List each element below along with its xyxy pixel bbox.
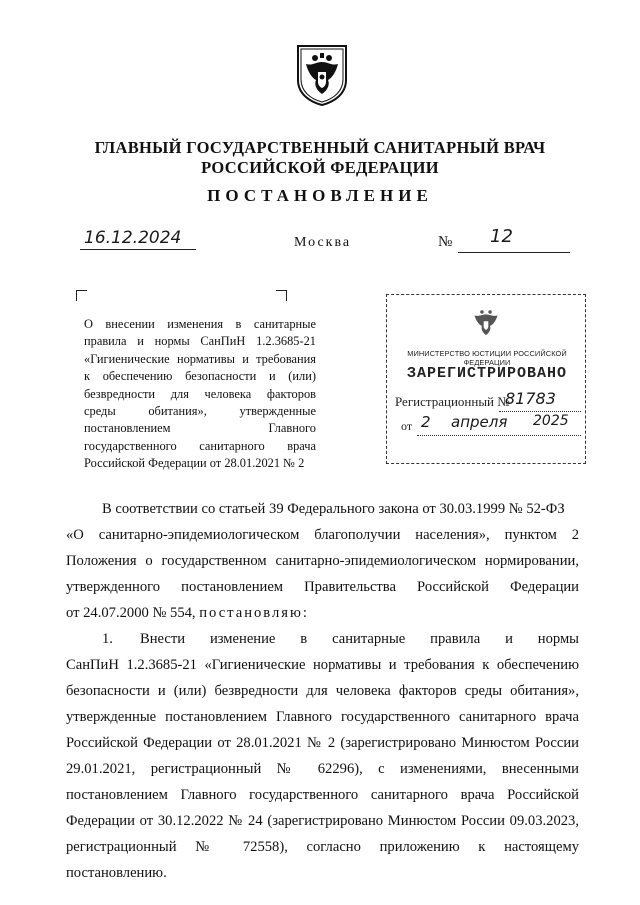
subject-line: к обеспечению безопасности и (или) xyxy=(84,369,316,384)
city: Москва xyxy=(294,235,352,250)
stamp-date-prefix: от xyxy=(401,419,413,433)
preamble-last-suffix: : xyxy=(302,605,307,621)
item1-line: постановлению. xyxy=(66,865,167,881)
stamp-registered: ЗАРЕГИСТРИРОВАНО xyxy=(406,365,568,382)
subject-block xyxy=(84,316,316,473)
stamp-date-underline xyxy=(417,435,581,436)
number-handwritten: 12 xyxy=(490,226,513,247)
item1-line: регистрационный № 72558), согласно приложению к настоящему xyxy=(66,839,579,855)
subject-corner-right xyxy=(276,290,287,301)
number-sign: № xyxy=(438,234,453,250)
stamp-reg-number: 81783 xyxy=(505,389,556,408)
subject-line: «Гигиенические нормативы и требования xyxy=(84,351,316,366)
stamp-ministry: МИНИСТЕРСТВО ЮСТИЦИИ РОССИЙСКОЙ ФЕДЕРАЦИИ xyxy=(407,349,567,367)
preamble-last-prefix: от 24.07.2000 № 554, xyxy=(66,605,200,621)
resolve-word: постановляю xyxy=(199,605,303,621)
item1-line: 29.01.2021, регистрационный № 62296), с изменениями, внесенными xyxy=(66,761,579,777)
preamble-line: В соответствии со статьей 39 Федерального закона от 30.03.1999 № 52-ФЗ xyxy=(102,501,565,517)
document-type: ПОСТАНОВЛЕНИЕ xyxy=(207,186,433,205)
preamble-last-line xyxy=(66,605,579,622)
subject-line: безвредности для человека факторов xyxy=(84,386,316,401)
stamp-day: 2 xyxy=(421,413,431,431)
subject-line: постановлением Главного xyxy=(84,421,316,436)
issuer-title-line2: РОССИЙСКОЙ ФЕДЕРАЦИИ xyxy=(201,158,439,177)
date-handwritten: 16.12.2024 xyxy=(84,228,182,248)
stamp-year: 2025 xyxy=(533,413,569,429)
item1-line: СанПиН 1.2.3685-21 «Гигиенические нормативы и требования к обеспечению xyxy=(66,657,579,673)
stamp-reg-label: Регистрационный № xyxy=(395,394,510,409)
registration-stamp xyxy=(386,294,586,464)
item1-line: Федерации от 30.12.2022 № 24 (зарегистрировано Минюстом России 09.03.2023, xyxy=(66,813,579,829)
coat-of-arms-icon xyxy=(471,305,501,341)
subject-line: среды обитания», утвержденные xyxy=(84,404,316,419)
item1-line: безопасности и (или) безвредности для человека факторов среды обитания», xyxy=(66,683,579,699)
item1-first-line: Внести изменение в санитарные правила и нормы xyxy=(140,631,579,647)
preamble-line: Положения о государственном санитарно-эпидемиологическом нормировании, xyxy=(66,553,579,569)
subject-line: О внесении изменения в санитарные xyxy=(84,317,316,331)
issuer-title-line1: ГЛАВНЫЙ ГОСУДАРСТВЕННЫЙ САНИТАРНЫЙ ВРАЧ xyxy=(94,138,546,157)
stamp-reg-underline xyxy=(499,411,581,412)
date-underline xyxy=(80,249,196,250)
item1-line: Российской Федерации от 28.01.2021 № 2 (зарегистрировано Минюстом России xyxy=(66,735,579,751)
coat-of-arms-icon xyxy=(296,44,348,106)
item1-line: утвержденные постановлением Главного государственного санитарного врача xyxy=(66,709,579,725)
subject-line: правила и нормы СанПиН 1.2.3685-21 xyxy=(84,334,316,349)
subject-line: Российской Федерации от 28.01.2021 № 2 xyxy=(84,456,305,471)
preamble-line: «О санитарно-эпидемиологическом благополучии населения», пунктом 2 xyxy=(66,527,579,543)
stamp-month: апреля xyxy=(451,413,508,431)
preamble-line: утвержденного постановлением Правительства Российской Федерации xyxy=(66,579,579,595)
item1-line: постановлением Главного государственного санитарного врача Российской xyxy=(66,787,579,803)
subject-corner-left xyxy=(76,290,87,301)
item-number: 1. xyxy=(102,631,113,647)
subject-line: государственного санитарного врача xyxy=(84,438,316,453)
number-underline xyxy=(458,252,570,253)
